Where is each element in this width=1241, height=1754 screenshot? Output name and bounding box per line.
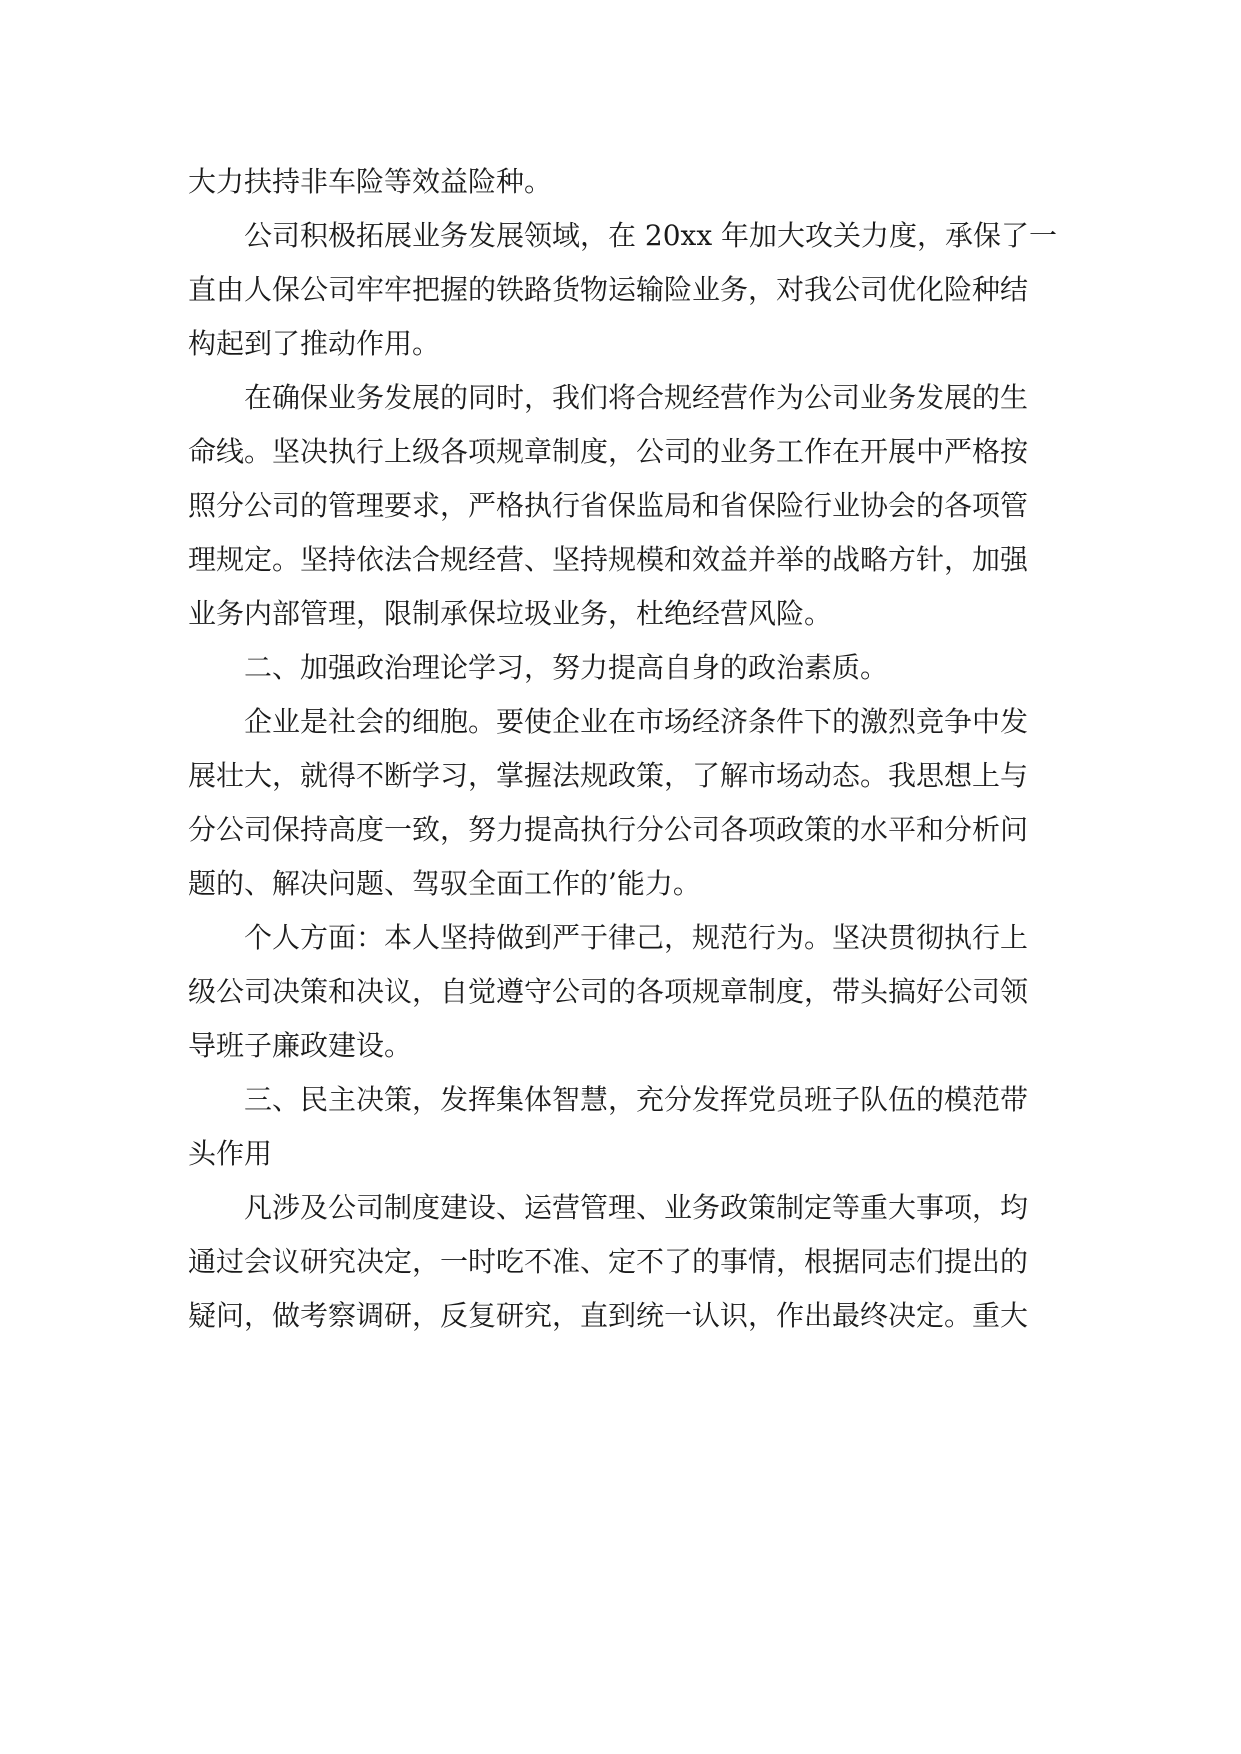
document-body — [188, 155, 1068, 1343]
text-line: 导班子廉政建设。 — [188, 1029, 413, 1062]
text-line: 业务内部管理，限制承保垃圾业务，杜绝经营风险。 — [188, 597, 833, 630]
section-heading: 三、民主决策，发挥集体智慧，充分发挥党员班子队伍的模范带 — [188, 1083, 1029, 1116]
text-line: 照分公司的管理要求，严格执行省保监局和省保险行业协会的各项管 — [188, 489, 1029, 522]
text-line: 通过会议研究决定，一时吃不准、定不了的事情，根据同志们提出的 — [188, 1245, 1029, 1278]
text-line: 构起到了推动作用。 — [188, 327, 441, 360]
text-line: 直由人保公司牢牢把握的铁路货物运输险业务，对我公司优化险种结 — [188, 273, 1029, 306]
text-line: 企业是社会的细胞。要使企业在市场经济条件下的激烈竞争中发 — [188, 705, 1029, 738]
text-line: 题的、解决问题、驾驭全面工作的’能力。 — [188, 867, 701, 900]
text-line: 公司积极拓展业务发展领域，在 20xx 年加大攻关力度，承保了一 — [188, 219, 1058, 252]
text-line: 级公司决策和决议，自觉遵守公司的各项规章制度，带头搞好公司领 — [188, 975, 1029, 1008]
text-line: 理规定。坚持依法合规经营、坚持规模和效益并举的战略方针，加强 — [188, 543, 1029, 576]
text-line: 大力扶持非车险等效益险种。 — [188, 165, 553, 198]
section-heading: 头作用 — [188, 1137, 273, 1170]
text-line: 分公司保持高度一致，努力提高执行分公司各项政策的水平和分析问 — [188, 813, 1029, 846]
text-line: 展壮大，就得不断学习，掌握法规政策，了解市场动态。我思想上与 — [188, 759, 1029, 792]
text-line: 命线。坚决执行上级各项规章制度，公司的业务工作在开展中严格按 — [188, 435, 1029, 468]
text-line: 疑问，做考察调研，反复研究，直到统一认识，作出最终决定。重大 — [188, 1299, 1029, 1332]
section-heading: 二、加强政治理论学习，努力提高自身的政治素质。 — [188, 651, 889, 684]
text-line: 在确保业务发展的同时，我们将合规经营作为公司业务发展的生 — [188, 381, 1029, 414]
text-line: 凡涉及公司制度建设、运营管理、业务政策制定等重大事项，均 — [188, 1191, 1029, 1224]
text-line: 个人方面：本人坚持做到严于律己，规范行为。坚决贯彻执行上 — [188, 921, 1029, 954]
